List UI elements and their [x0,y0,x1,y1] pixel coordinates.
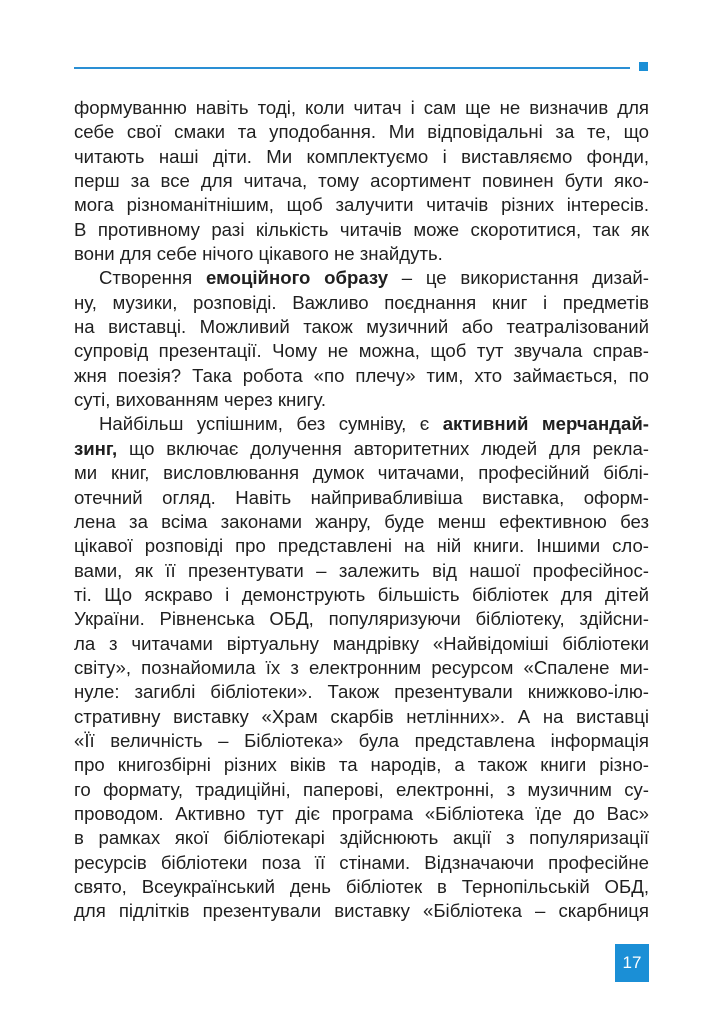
text-line: ті. Що яскраво і демонструють більшість бібліотек для дітей [74,583,649,605]
text-line: свято, Всеукраїнський день бібліотек в Тернопільській ОБД, [74,876,649,897]
text-line: на виставці. Можливий також музичний або театралізований [74,316,649,338]
text-line: супровід презентації. Чому не можна, щоб тут звучала справ- [74,340,649,362]
text-line: про книгозбірні різних віків та народів, а також книги різно- [74,754,649,776]
emphasis-term: зинг, [74,437,118,459]
text-line: цікавої розповіді про представлені на ній книги. Іншими сло- [74,535,649,557]
text-line: ну, музики, розповіді. Важливо поєднання книг і предметів [74,291,649,313]
text-line: для підлітків презентували виставку «Бібліотека – скарбниця [74,900,649,922]
text-line: перш за все для читача, тому асортимент повинен бути яко- [74,170,649,192]
text-line: ми книг, висловлювання думок читачами, професійний біблі- [74,462,649,484]
text-line: формуванню навіть тоді, коли читач і сам ще не визначив для [74,97,649,118]
text-line: Створення емоційного образу – це використання дизай- [99,267,649,289]
text-line: лена за всіма законами жанру, буде менш ефективною без [74,510,649,532]
text-line: отечний огляд. Навіть найпривабливіша виставка, оформ- [74,486,649,508]
text-line: себе свої смаки та уподобання. Ми відповідальні за те, що [74,121,649,143]
header-accent-square [639,62,648,71]
text-line: нуле: загиблі бібліотеки». Також презентували книжково-ілю- [74,681,649,703]
page-number [615,944,649,982]
text-line: жня поезія? Така робота «по плечу» тим, хто займається, по [74,364,649,386]
text-line: го формату, традиційні, паперові, електронні, з музичним су- [74,778,649,800]
text-line: читають наші діти. Ми комплектуємо і виставляємо фонди, [74,145,649,167]
text-line: стративну виставку «Храм скарбів нетлінних». А на виставці [74,705,649,727]
text-line: В противному разі кількість читачів може скоротитися, так як [74,218,649,240]
text-line: вами, як її презентувати – залежить від нашої професійнос- [74,559,649,581]
emphasis-term: емоційного образу [205,267,389,289]
text-line: світу», познайомила їх з електронним ресурсом «Спалене ми- [74,656,649,678]
text-line: України. Рівненська ОБД, популяризуючи бібліотеку, здійсни- [74,608,649,630]
text-line: вони для себе нічого цікавого не знайдуть. [74,243,443,265]
emphasis-term: активний мерчандай- [442,413,649,435]
text-line: зинг, що включає долучення авторитетних людей для рекла- [74,437,649,459]
header-rule [74,67,630,69]
text-line: проводом. Активно тут діє програма «Бібліотека їде до Вас» [74,802,649,824]
text-line: суті, вихованням через книгу. [74,389,326,411]
text-line: Найбільш успішним, без сумніву, є активний мерчандай- [99,413,649,435]
text-line: мога різноманітнішим, щоб залучити читачів різних інтересів. [74,194,649,216]
body-text [74,96,649,924]
text-line: в рамках якої бібліотекарі здійснюють акції з популяризації [74,827,649,849]
text-line: ла з читачами віртуальну мандрівку «Найвідоміші бібліотеки [74,632,649,654]
text-line: ресурсів бібліотеки поза її стінами. Відзначаючи професійне [74,851,649,873]
page-number-label: 17 [622,953,642,972]
text-line: «Її величність – Бібліотека» була представлена інформація [74,729,649,751]
